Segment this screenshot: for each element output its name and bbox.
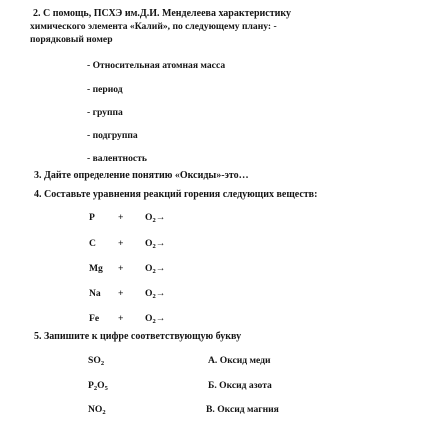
arrow-icon: → [155, 212, 166, 223]
task2-line2: химического элемента «Калий», по следующему плану: - [30, 21, 277, 32]
task4-text: 4. Составьте уравнения реакций горения следующих веществ: [34, 189, 318, 200]
oxygen-formula: $O_2\to$ [145, 288, 166, 300]
oxide-formula: $P_2O_5$ [88, 380, 108, 392]
task2-item-subgroup: - подгруппа [87, 130, 138, 141]
arrow-icon: → [155, 288, 166, 299]
plus-sign: + [118, 238, 124, 249]
element-symbol: Fe [89, 313, 100, 324]
oxygen-formula: $O_2\to$ [145, 212, 166, 224]
task2-item-period: - период [87, 84, 123, 95]
plus-sign: + [118, 263, 124, 274]
oxygen-formula: $O_2\to$ [145, 313, 166, 325]
oxide-name: А. Оксид меди [208, 355, 271, 366]
task2-item-mass: - Относительная атомная масса [87, 60, 226, 71]
task2-item-group: - группа [87, 107, 123, 118]
plus-sign: + [118, 288, 124, 299]
task2-line3: порядковый номер [30, 34, 113, 45]
oxygen-formula: $O_2\to$ [145, 263, 166, 275]
element-symbol: C [89, 238, 96, 249]
plus-sign: + [118, 313, 124, 324]
task5-text: 5. Запишите к цифре соответствующую букву [34, 331, 242, 342]
oxide-name: В. Оксид магния [206, 404, 279, 415]
task2-line1: 2. С помощь, ПСХЭ им.Д.И. Менделеева характеристику [33, 8, 292, 19]
oxide-name: Б. Оксид азота [208, 380, 272, 391]
arrow-icon: → [155, 238, 166, 249]
oxide-formula: $NO_2$ [88, 404, 106, 416]
plus-sign: + [118, 212, 124, 223]
arrow-icon: → [155, 313, 166, 324]
oxide-formula: $SO_2$ [88, 355, 105, 367]
oxygen-formula: $O_2\to$ [145, 238, 166, 250]
task3-text: 3. Дайте определение понятию «Оксиды»-это… [34, 170, 249, 181]
element-symbol: Na [89, 288, 101, 299]
element-symbol: Mg [89, 263, 103, 274]
arrow-icon: → [155, 263, 166, 274]
element-symbol: P [89, 212, 95, 223]
task2-item-valence: - валентность [87, 153, 147, 164]
